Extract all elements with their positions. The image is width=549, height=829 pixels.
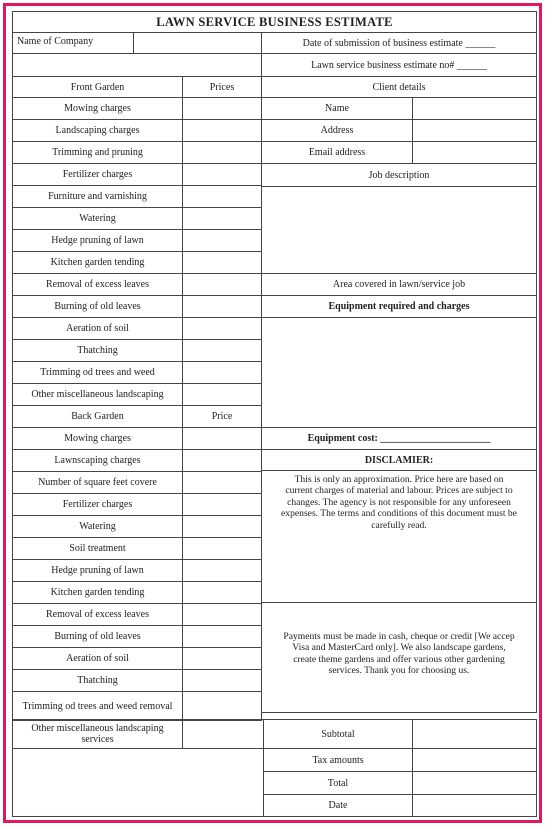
front-garden-heading: Front Garden: [12, 76, 183, 98]
service-item-label: Hedge pruning of lawn: [12, 559, 183, 582]
service-item-label: Aeration of soil: [12, 317, 183, 340]
misc-services-label: Other miscellaneous landscaping services: [12, 719, 183, 749]
service-price-field[interactable]: [182, 691, 262, 721]
service-item-label: Thatching: [12, 669, 183, 692]
company-name-label: Name of Company: [12, 32, 134, 54]
service-price-field[interactable]: [182, 185, 262, 208]
service-price-field[interactable]: [182, 647, 262, 670]
service-item-label: Aeration of soil: [12, 647, 183, 670]
service-item-label: Removal of excess leaves: [12, 603, 183, 626]
date-label: Date: [263, 794, 413, 817]
service-item-label: Furniture and varnishing: [12, 185, 183, 208]
service-item-label: Soil treatment: [12, 537, 183, 560]
service-price-field[interactable]: [182, 251, 262, 274]
subtotal-label: Subtotal: [263, 719, 413, 749]
document-title: LAWN SERVICE BUSINESS ESTIMATE: [12, 11, 537, 33]
company-name-field-2[interactable]: [12, 53, 262, 77]
service-price-field[interactable]: [182, 625, 262, 648]
service-item-label: Watering: [12, 515, 183, 538]
disclaimer-heading: DISCLAMIER:: [261, 449, 537, 471]
service-price-field[interactable]: [182, 471, 262, 494]
service-price-field[interactable]: [182, 229, 262, 252]
tax-amounts-field[interactable]: [412, 748, 537, 772]
service-price-field[interactable]: [182, 273, 262, 296]
date-field[interactable]: [412, 794, 537, 817]
service-item-label: Watering: [12, 207, 183, 230]
service-price-field[interactable]: [182, 603, 262, 626]
service-price-field[interactable]: [182, 317, 262, 340]
service-item-label: Thatching: [12, 339, 183, 362]
back-garden-heading: Back Garden: [12, 405, 183, 428]
service-item-label: Kitchen garden tending: [12, 581, 183, 604]
service-item-label: Removal of excess leaves: [12, 273, 183, 296]
service-item-label: Landscaping charges: [12, 119, 183, 142]
service-item-label: Lawnscaping charges: [12, 449, 183, 472]
service-item-label: Trimming od trees and weed: [12, 361, 183, 384]
service-price-field[interactable]: [182, 669, 262, 692]
service-price-field[interactable]: [182, 559, 262, 582]
total-label: Total: [263, 771, 413, 795]
service-price-field[interactable]: [182, 427, 262, 450]
service-item-label: Mowing charges: [12, 427, 183, 450]
service-price-field[interactable]: [182, 207, 262, 230]
service-price-field[interactable]: [182, 97, 262, 120]
service-item-label: Fertilizer charges: [12, 493, 183, 516]
misc-services-price-field[interactable]: [182, 719, 264, 749]
job-description-field[interactable]: [261, 186, 537, 274]
estimate-number-label: Lawn service business estimate no# ______: [261, 53, 537, 77]
subtotal-field[interactable]: [412, 719, 537, 749]
service-item-label: Number of square feet covere: [12, 471, 183, 494]
submission-date-label: Date of submission of business estimate ______: [261, 32, 537, 54]
service-price-field[interactable]: [182, 119, 262, 142]
service-item-label: Trimming od trees and weed removal: [12, 691, 183, 721]
disclaimer-text: This is only an approximation. Price here are based on current charges of material and labour. Prices are subject to changes. The agency is not responsible for any unforeseen expenses. The terms and conditions of this document must be carefully read.: [261, 470, 537, 603]
front-garden-price-heading: Prices: [182, 76, 262, 98]
company-name-field[interactable]: [133, 32, 262, 54]
tax-amounts-label: Tax amounts: [263, 748, 413, 772]
back-garden-price-heading: Price: [182, 405, 262, 428]
service-price-field[interactable]: [182, 383, 262, 406]
service-price-field[interactable]: [182, 361, 262, 384]
service-price-field[interactable]: [182, 141, 262, 164]
service-item-label: Burning of old leaves: [12, 625, 183, 648]
service-price-field[interactable]: [182, 163, 262, 186]
service-item-label: Kitchen garden tending: [12, 251, 183, 274]
client-details-heading: Client details: [261, 76, 537, 98]
area-covered-label: Area covered in lawn/service job: [261, 273, 537, 296]
client-address-field[interactable]: [412, 119, 537, 142]
service-price-field[interactable]: [182, 339, 262, 362]
service-item-label: Other miscellaneous landscaping: [12, 383, 183, 406]
service-price-field[interactable]: [182, 537, 262, 560]
service-price-field[interactable]: [182, 515, 262, 538]
job-description-heading: Job description: [261, 163, 537, 187]
service-item-label: Burning of old leaves: [12, 295, 183, 318]
client-name-label: Name: [261, 97, 413, 120]
client-address-label: Address: [261, 119, 413, 142]
equipment-heading: Equipment required and charges: [261, 295, 537, 318]
service-item-label: Fertilizer charges: [12, 163, 183, 186]
service-price-field[interactable]: [182, 581, 262, 604]
equipment-cost-label: Equipment cost: ______________________: [261, 427, 537, 450]
client-email-label: Email address: [261, 141, 413, 164]
service-item-label: Mowing charges: [12, 97, 183, 120]
equipment-field[interactable]: [261, 317, 537, 428]
service-price-field[interactable]: [182, 295, 262, 318]
payment-terms-text: Payments must be made in cash, cheque or credit [We accep Visa and MasterCard only]. We also landscape gardens, create theme gardens and offer various other gardening services. Thank you for choosing us.: [261, 602, 537, 713]
client-name-field[interactable]: [412, 97, 537, 120]
service-price-field[interactable]: [182, 493, 262, 516]
client-email-field[interactable]: [412, 141, 537, 164]
total-field[interactable]: [412, 771, 537, 795]
service-price-field[interactable]: [182, 449, 262, 472]
service-item-label: Trimming and pruning: [12, 141, 183, 164]
service-item-label: Hedge pruning of lawn: [12, 229, 183, 252]
